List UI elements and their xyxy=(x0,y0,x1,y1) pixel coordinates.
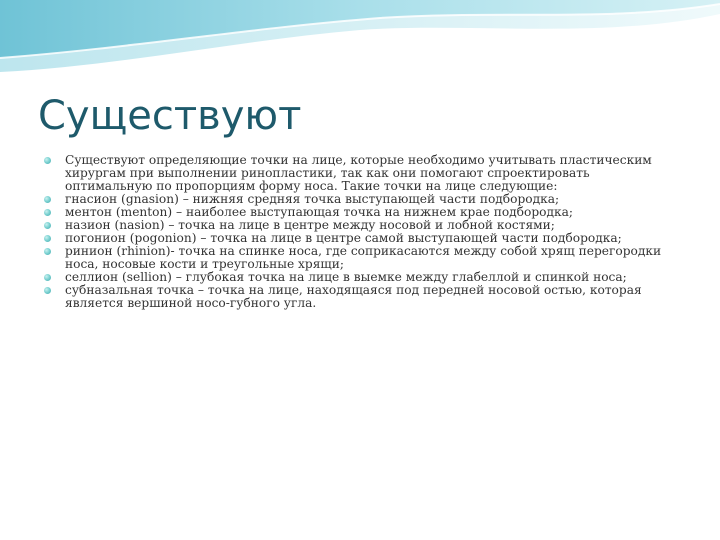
header-wave-decoration xyxy=(0,0,720,90)
bullet-dot-icon xyxy=(44,274,51,281)
bullet-text: гнасион (gnasion) – нижняя средняя точка выступающей части подбородка; xyxy=(65,192,560,206)
bullet-text: ментон (menton) – наиболее выступающая точка на нижнем крае подбородка; xyxy=(65,205,573,219)
bullet-text: Существуют определяющие точки на лице, которые необходимо учитывать пластическим хирургам при выполнении ринопластики, так как они помогают спроектировать оптимальную по пропорциям форму носа. Такие точки на лице следующие: xyxy=(65,153,652,193)
bullet-dot-icon xyxy=(44,235,51,242)
bullet-item xyxy=(44,245,674,271)
bullet-dot-icon xyxy=(44,196,51,203)
bullet-list xyxy=(44,154,674,310)
bullet-text: назион (nasion) – точка на лице в центре между носовой и лобной костями; xyxy=(65,218,555,232)
bullet-text: селлион (sellion) – глубокая точка на лице в выемке между глабеллой и спинкой носа; xyxy=(65,270,627,284)
slide-title: Существуют xyxy=(38,93,302,139)
bullet-dot-icon xyxy=(44,222,51,229)
bullet-dot-icon xyxy=(44,287,51,294)
bullet-item xyxy=(44,154,674,193)
bullet-dot-icon xyxy=(44,157,51,164)
bullet-text: погонион (pogonion) – точка на лице в центре самой выступающей части подбородка; xyxy=(65,231,622,245)
bullet-text: субназальная точка – точка на лице, находящаяся под передней носовой остью, которая является вершиной носо-губного угла. xyxy=(65,283,642,310)
bullet-dot-icon xyxy=(44,248,51,255)
bullet-item xyxy=(44,284,674,310)
bullet-text: ринион (rhinion)- точка на спинке носа, где соприкасаются между собой хрящ перегородки носа, носовые кости и треугольные хрящи; xyxy=(65,244,662,271)
bullet-dot-icon xyxy=(44,209,51,216)
